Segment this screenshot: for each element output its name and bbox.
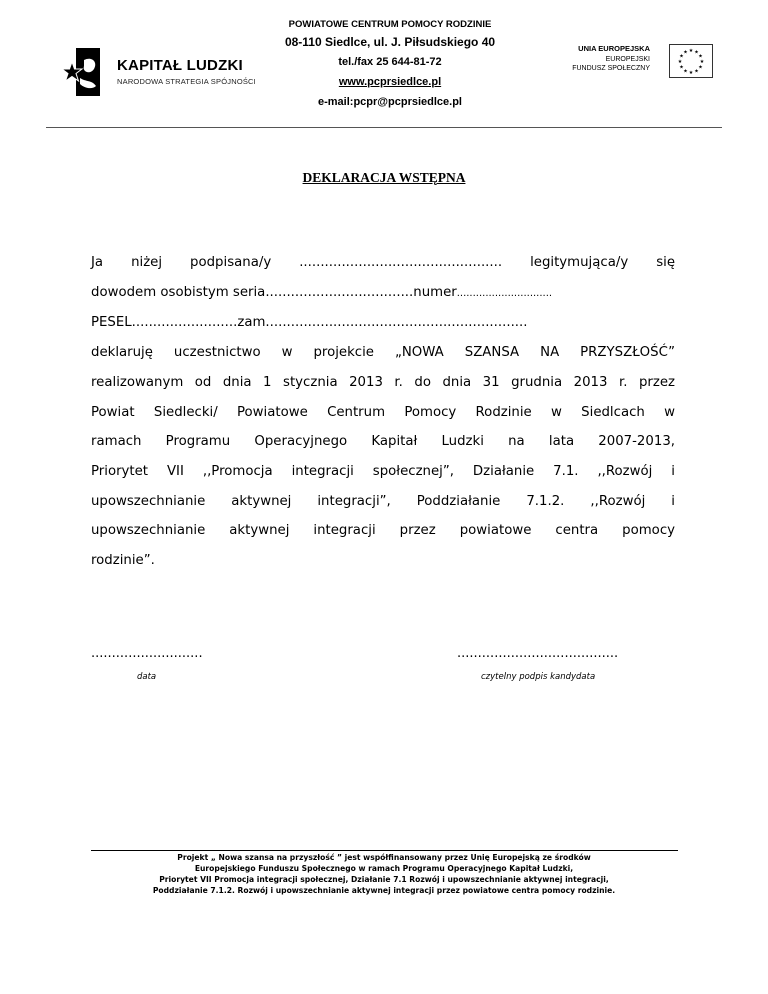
body-line-text: dowodem osobistym seria...................................numer [91,284,457,300]
body-line: realizowanym od dnia 1 stycznia 2013 r. do dnia 31 grudnia 2013 r. przez [91,374,675,390]
signature-field-dots: ....................................... [457,646,619,661]
footer-divider [91,850,678,851]
eu-star-icon: ★ [698,53,703,60]
institution-address: 08-110 Siedlce, ul. J. Piłsudskiego 40 [284,35,496,49]
institution-header [250,18,530,112]
eu-logo-line3: FUNDUSZ SPOŁECZNY [572,65,650,72]
document-title: DEKLARACJA WSTĘPNA [302,170,466,185]
eu-flag-icon [669,44,713,78]
eu-star-icon: ★ [683,49,688,56]
logo-subtitle: NARODOWA STRATEGIA SPÓJNOŚCI [117,77,256,86]
eu-logo-line2: EUROPEJSKI [605,55,650,63]
eu-star-icon: ★ [679,64,684,71]
eu-star-icon: ★ [679,53,684,60]
institution-website-link[interactable]: www.pcprsiedlce.pl [338,76,442,88]
footer-line: Poddziałanie 7.1.2. Rozwój i upowszechnianie aktywnej integracji przez powiatowe centra pomocy rodzinie. [152,886,616,895]
declaration-body [91,248,675,576]
footer-line: Projekt „ Nowa szansa na przyszłość ” jest współfinansowany przez Unię Europejską ze środków [177,853,591,862]
eu-logo-text [562,44,650,74]
kapital-ludzki-logo [62,42,262,102]
eu-star-icon: ★ [683,68,688,75]
eu-logo [562,44,722,84]
body-line: ramach Programu Operacyjnego Kapitał Ludzki na lata 2007-2013, [91,434,675,450]
kapital-ludzki-emblem-icon [62,42,110,102]
body-line: PESEL.........................zam.............................................................. [91,315,528,331]
eu-star-icon: ★ [699,59,705,65]
header-divider [46,127,722,128]
footer-note [0,852,768,896]
logo-title: KAPITAŁ LUDZKI [117,57,243,74]
eu-star-icon: ★ [694,49,699,56]
date-caption: data [137,672,157,682]
eu-star-icon: ★ [688,70,694,76]
eu-star-icon: ★ [688,48,694,54]
institution-phone: tel./fax 25 644-81-72 [338,56,442,68]
body-line: Ja niżej podpisana/y ................................................ legitymująca/y się [91,255,675,270]
body-line: rodzinie”. [91,553,155,569]
body-line: upowszechnianie aktywnej integracji”, Poddziałanie 7.1.2. ,,Rozwój i [91,493,675,509]
eu-logo-line1: UNIA EUROPEJSKA [578,44,650,53]
date-field-dots: ........................... [91,646,203,661]
institution-email: e-mail:pcpr@pcprsiedlce.pl [318,96,462,108]
body-line: Priorytet VII ,,Promocja integracji społecznej”, Działanie 7.1. ,,Rozwój i [91,463,675,479]
numer-dots: .............................. [456,287,553,299]
institution-name: POWIATOWE CENTRUM POMOCY RODZINIE [288,19,492,30]
body-line: deklaruję uczestnictwo w projekcie „NOWA SZANSA NA PRZYSZŁOŚĆ” [91,345,675,361]
body-line: Powiat Siedlecki/ Powiatowe Centrum Pomocy Rodzinie w Siedlcach w [91,404,675,420]
eu-star-icon: ★ [677,59,683,65]
body-line: upowszechnianie aktywnej integracji przez powiatowe centra pomocy [91,523,675,539]
body-line [91,278,675,309]
eu-star-icon: ★ [698,64,703,71]
eu-star-icon: ★ [694,68,699,75]
signature-caption: czytelny podpis kandydata [481,672,596,682]
footer-line: Europejskiego Funduszu Społecznego w ramach Programu Operacyjnego Kapitał Ludzki, [194,864,574,873]
footer-line: Priorytet VII Promocja integracji społecznej, Działanie 7.1 Rozwój i upowszechnianie aktywnej integracji, [159,875,609,884]
